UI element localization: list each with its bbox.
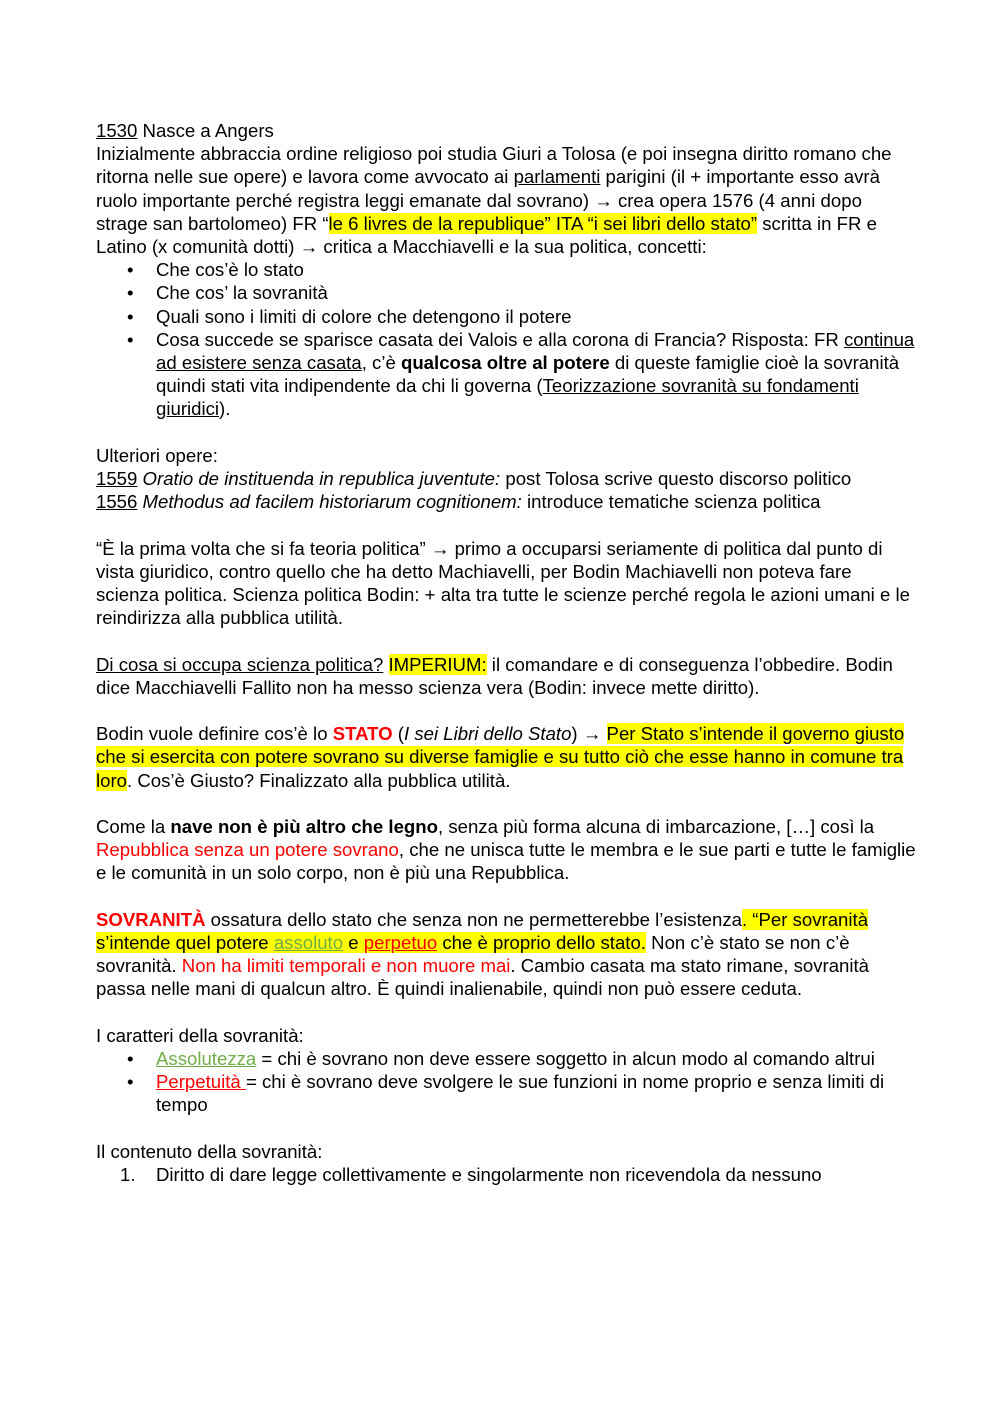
- arrow-icon: →: [594, 189, 613, 211]
- concepts-list: [96, 258, 916, 420]
- list-item: 1. Diritto di dare legge collettivamente e singolarmente non ricevendola da nessuno: [120, 1164, 822, 1186]
- stato-definition-highlight: Per Stato s’intende il governo giusto che si esercita con potere sovrano su diverse famiglie e su tutto ciò che esse hanno in comune tra loro: [96, 723, 905, 791]
- content-list: [96, 1163, 916, 1186]
- arrow-icon: →: [299, 236, 319, 258]
- list-item: • Che cos’ la sovranità: [96, 281, 916, 304]
- imperium-highlight: IMPERIUM:: [388, 653, 487, 675]
- characters-heading: I caratteri della sovranità:: [96, 1024, 304, 1046]
- list-item: • Quali sono i limiti di colore che detengono il potere: [96, 305, 916, 328]
- list-item: • Assolutezza = chi è sovrano non deve essere soggetto in alcun modo al comando altrui: [96, 1047, 916, 1070]
- list-item: • Cosa succede se sparisce casata dei Valois e alla corona di Francia? Risposta: FR continua ad esistere senza casata, c’è qualcosa oltre al potere di queste famiglie cioè la sovranità quindi stati vita indipendente da chi li governa (Teorizzazione sovranità su fondamenti giuridici).: [96, 328, 916, 421]
- list-item: • Perpetuità = chi è sovrano deve svolgere le sue funzioni in nome proprio e senza limiti di tempo: [96, 1070, 916, 1116]
- intro-paragraph: 1530 Nasce a Angers Inizialmente abbraccia ordine religioso poi studia Giuri a Tolosa (e poi insegna diritto romano che ritorna nelle sue opere) e lavora come avvocato ai parlamenti parigini (il + importante esso avrà ruolo importante perché registra leggi emanate dal sovrano) → crea opera 1576 (4 anni dopo strage san bartolomeo) FR “le 6 livres de la republique” ITA “i sei libri dello stato” scritta in FR e Latino (x comunità dotti) → critica a Macchiavelli e la sua politica, concetti:: [96, 120, 892, 258]
- stato-term: STATO: [332, 723, 393, 745]
- list-item: • Che cos’è lo stato: [96, 258, 916, 281]
- document-page: [96, 119, 916, 1186]
- parlamenti-term: parlamenti: [513, 166, 601, 188]
- science-paragraph: Di cosa si occupa scienza politica? IMPERIUM: il comandare e di conseguenza l’obbedire. Bodin dice Macchiavelli Fallito non ha messo scienza vera (Bodin: invece mette diritto).: [96, 653, 893, 698]
- arrow-icon: →: [430, 537, 450, 559]
- sovereignty-paragraph: SOVRANITÀ ossatura dello stato che senza non ne permetterebbe l’esistenza. “Per sovranità s’intende quel potere assoluto e perpetuo che è proprio dello stato. Non c’è stato se non c’è sovranità. Non ha limiti temporali e non muore mai. Cambio casata ma stato rimane, sovranità passa nelle mani di qualcun altro. È quindi inalienabile, quindi non può essere ceduta.: [96, 908, 870, 1000]
- works-heading: Ulteriori opere:: [96, 444, 218, 466]
- content-heading: Il contenuto della sovranità:: [96, 1140, 323, 1162]
- sovranita-term: SOVRANITÀ: [96, 908, 206, 930]
- arrow-icon: →: [582, 723, 602, 745]
- birth-year: 1530: [96, 120, 138, 141]
- ship-paragraph: Come la nave non è più altro che legno, senza più forma alcuna di imbarcazione, […] così la Repubblica senza un potere sovrano, che ne unisca tutte le membra e le sue parti e tutte le famiglie e le comunità in un solo corpo, non è più una Repubblica.: [96, 816, 916, 884]
- works-paragraph: Ulteriori opere: 1559 Oratio de instituenda in republica juventute: post Tolosa scrive questo discorso politico 1556 Methodus ad facilem historiarum cognitionem: introduce tematiche scienza politica: [96, 444, 852, 513]
- theory-paragraph: “È la prima volta che si fa teoria politica” → primo a occuparsi seriamente di politica dal punto di vista giuridico, contro quello che ha detto Machiavelli, per Bodin Machiavelli non poteva fare scienza politica. Scienza politica Bodin: + alta tra tutte le scienze perché regola le azioni umani e le reindirizza alla pubblica utilità.: [96, 537, 910, 629]
- stato-paragraph: Bodin vuole definire cos’è lo STATO (I sei Libri dello Stato) → Per Stato s’intende il governo giusto che si esercita con potere sovrano su diverse famiglie e su tutto ciò che esse hanno in comune tra loro. Cos’è Giusto? Finalizzato alla pubblica utilità.: [96, 723, 905, 791]
- book-title-highlight: le 6 livres de la republique” ITA “i sei libri dello stato”: [328, 212, 758, 234]
- characters-list: [96, 1047, 916, 1117]
